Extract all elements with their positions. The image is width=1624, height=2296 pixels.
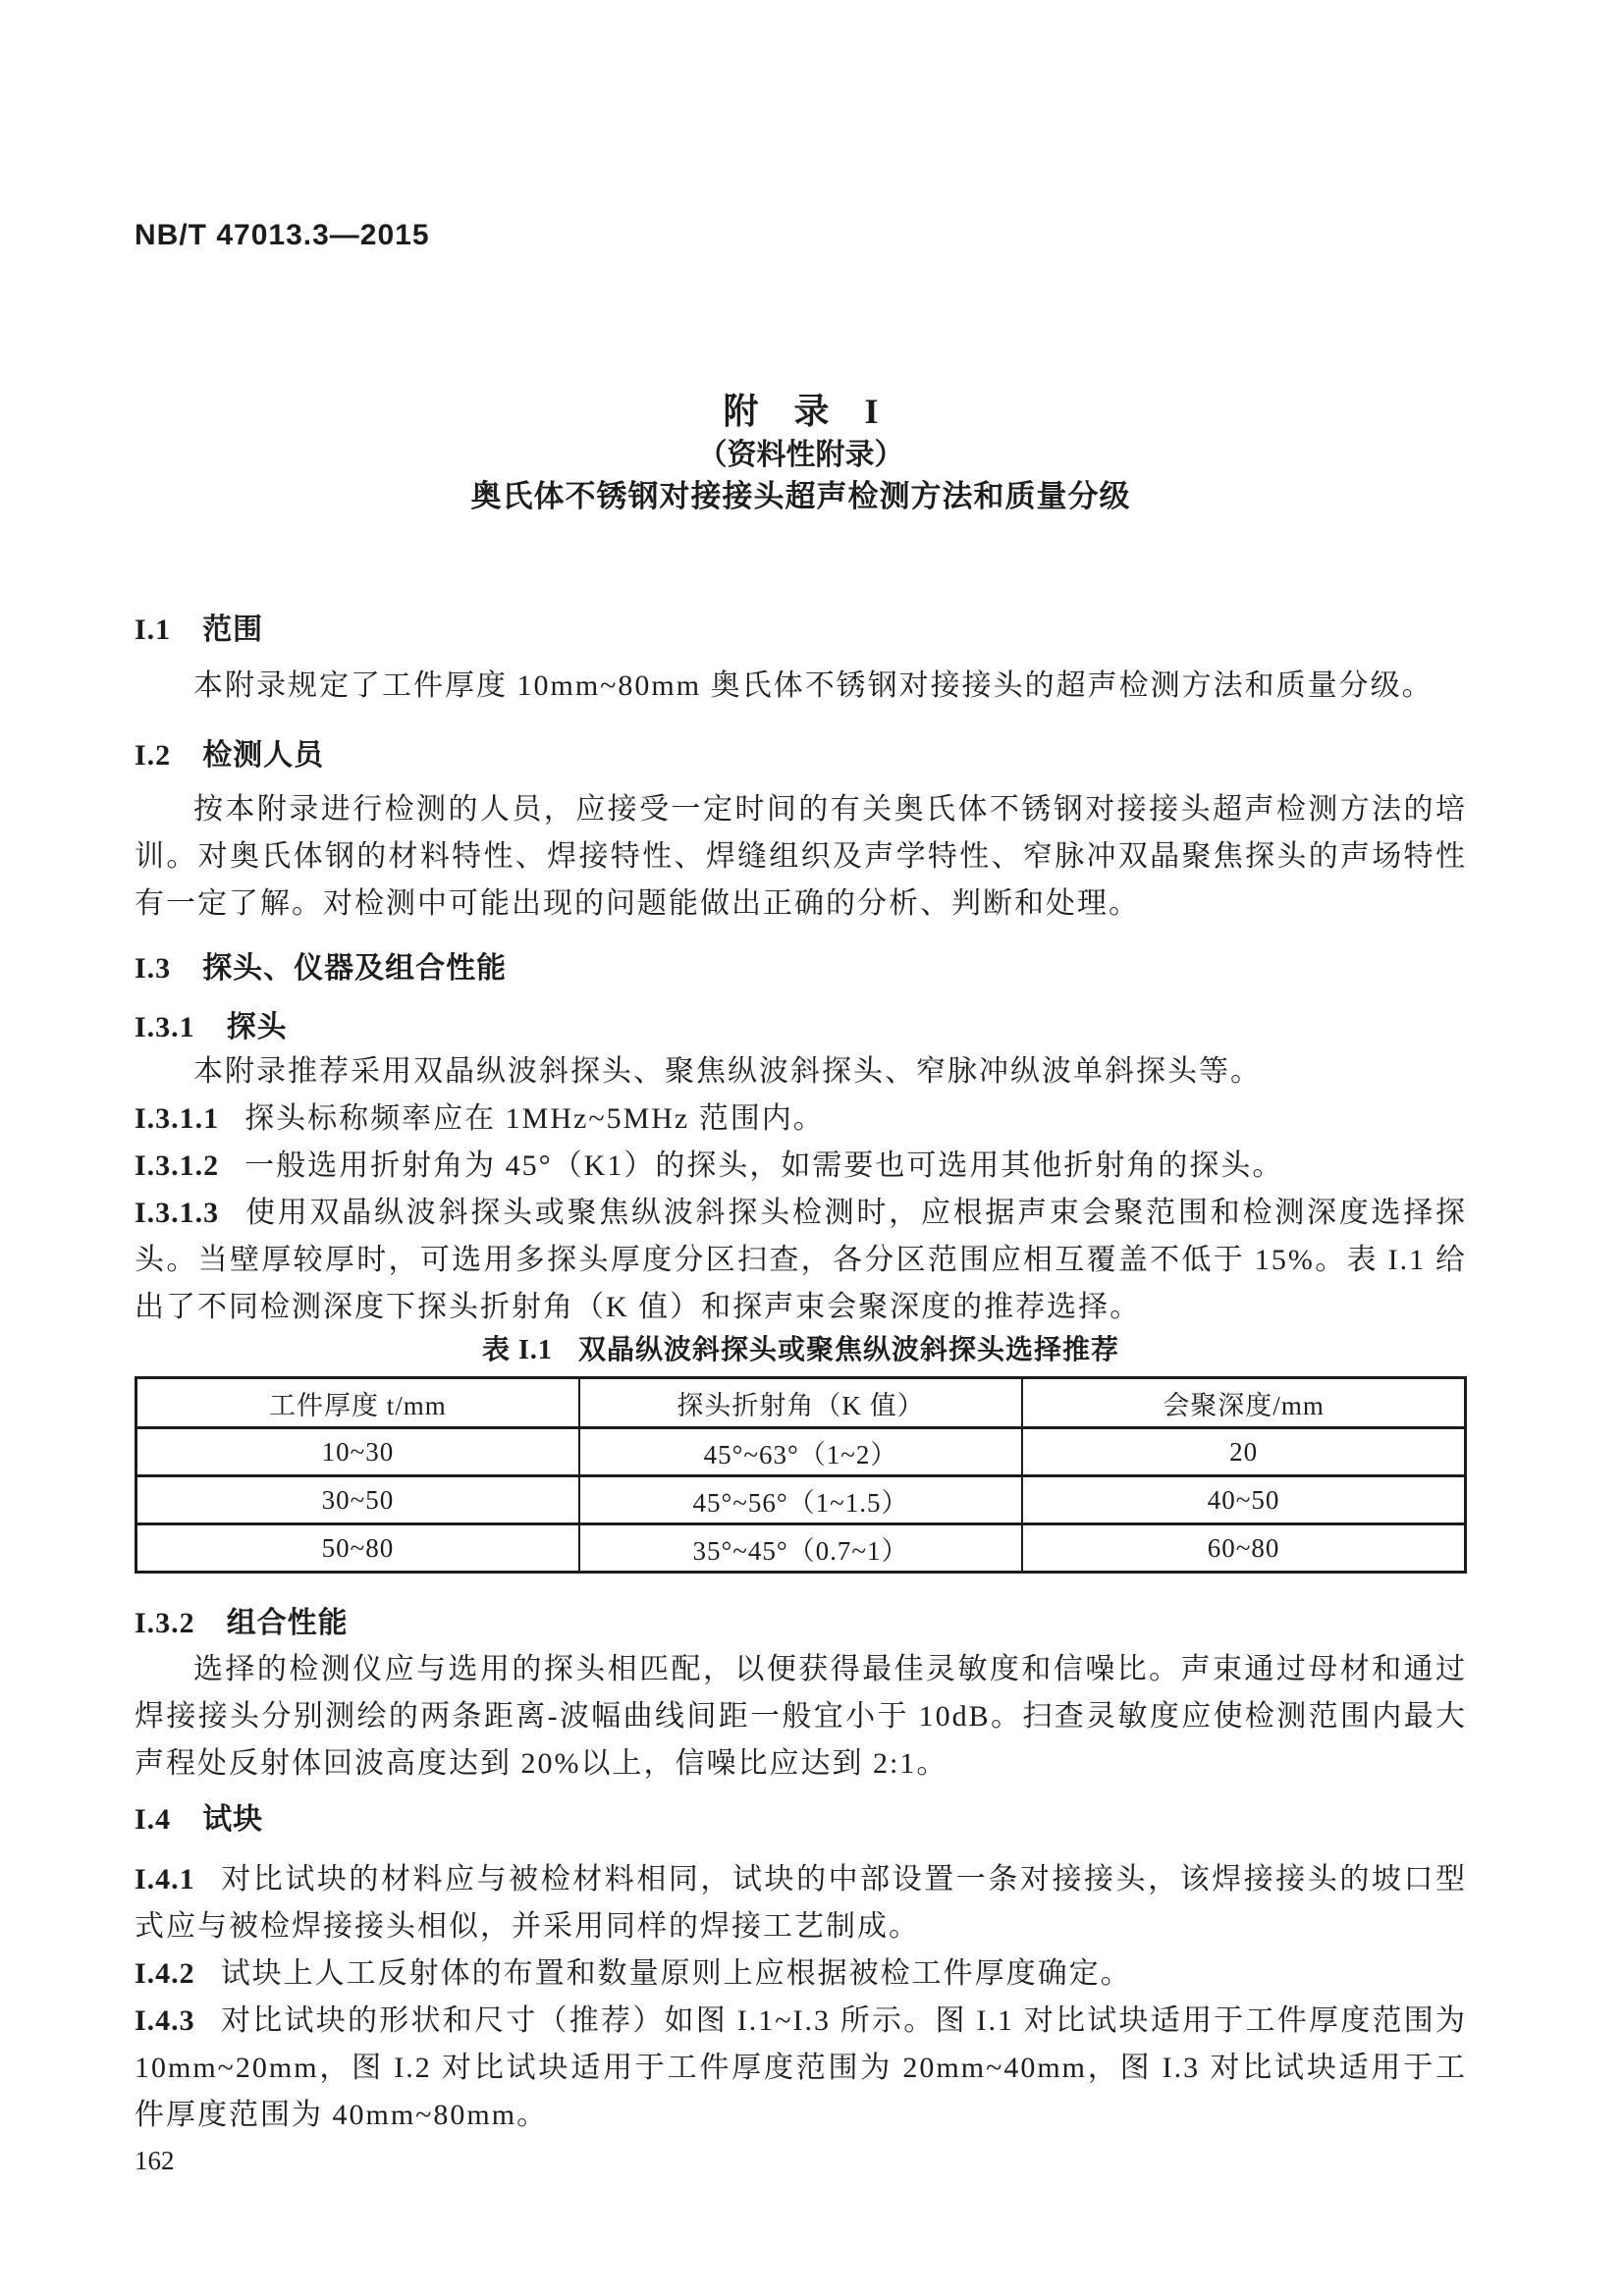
document-code-header: NB/T 47013.3—2015 — [135, 219, 430, 251]
table-cell: 45°~56°（1~1.5） — [579, 1476, 1022, 1524]
appendix-subtitle: （资料性附录） — [697, 439, 904, 471]
clause-text: 对比试块的材料应与被检材料相同，试块的中部设置一条对接接头，该焊接接头的坡口型式应与被检焊接接头相似，并采用同样的焊接工艺制成。 — [135, 1863, 1467, 1943]
table-caption — [135, 1331, 1467, 1370]
section-number: I.3 — [135, 952, 172, 985]
table-cell: 30~50 — [136, 1476, 579, 1524]
clause-i4-1 — [135, 1856, 1467, 1950]
paragraph-i2: 按本附录进行检测的人员，应接受一定时间的有关奥氏体不锈钢对接接头超声检测方法的培训。对奥氏体钢的材料特性、焊接特性、焊缝组织及声学特性、窄脉冲双晶聚焦探头的声场特性有一定了解。对检测中可能出现的问题能做出正确的分析、判断和处理。 — [135, 793, 1467, 920]
section-heading-i3-1 — [135, 1007, 1467, 1048]
table-caption-label: 双晶纵波斜探头或聚焦纵波斜探头选择推荐 — [577, 1335, 1119, 1365]
clause-number: I.4.2 — [135, 1957, 195, 1990]
table-header-angle: 探头折射角（K 值） — [579, 1378, 1022, 1428]
table-cell: 45°~63°（1~2） — [579, 1428, 1022, 1476]
paragraph-i1: 本附录规定了工件厚度 10mm~80mm 奥氏体不锈钢对接接头的超声检测方法和质量分级。 — [193, 669, 1434, 702]
section-heading-i4 — [135, 1799, 1467, 1841]
table-cell: 50~80 — [136, 1524, 579, 1573]
section-label: 探头、仪器及组合性能 — [202, 952, 508, 985]
clause-number: I.3.1.2 — [135, 1149, 220, 1182]
clause-number: I.4.3 — [135, 2004, 195, 2037]
table-header-row — [136, 1378, 1466, 1428]
page-number: 162 — [135, 2146, 175, 2175]
clause-i3-1-3 — [135, 1190, 1467, 1331]
clause-i3-1-2 — [135, 1143, 1467, 1190]
table-row — [136, 1524, 1466, 1573]
clause-text: 试块上人工反射体的布置和数量原则上应根据被检工件厚度确定。 — [220, 1957, 1132, 1990]
table-cell: 10~30 — [136, 1428, 579, 1476]
table-header-depth: 会聚深度/mm — [1022, 1378, 1465, 1428]
clause-text: 使用双晶纵波斜探头或聚焦纵波斜探头检测时，应根据声束会聚范围和检测深度选择探头。当壁厚较厚时，可选用多探头厚度分区扫查，各分区范围应相互覆盖不低于 15%。表 I.1 给出了不同检测深度下探头折射角（K 值）和探声束会聚深度的推荐选择。 — [135, 1197, 1467, 1323]
section-heading-i1 — [135, 610, 1467, 651]
clause-i3-1-1 — [135, 1095, 1467, 1143]
page-content — [135, 0, 1467, 2178]
clause-number: I.4.1 — [135, 1863, 195, 1896]
section-label: 组合性能 — [226, 1607, 349, 1639]
section-heading-i3 — [135, 948, 1467, 989]
section-number: I.3.2 — [135, 1607, 195, 1639]
section-number: I.1 — [135, 614, 172, 646]
section-label: 探头 — [226, 1011, 288, 1043]
table-row — [136, 1476, 1466, 1524]
table-cell: 20 — [1022, 1428, 1465, 1476]
appendix-name: 奥氏体不锈钢对接接头超声检测方法和质量分级 — [470, 479, 1131, 513]
table-row — [136, 1428, 1466, 1476]
paragraph-i3-2: 选择的检测仪应与选用的探头相匹配，以便获得最佳灵敏度和信噪比。声束通过母材和通过焊接接头分别测绘的两条距离-波幅曲线间距一般宜小于 10dB。扫查灵敏度应使检测范围内最大声程处反射体回波高度达到 20%以上，信噪比应达到 2:1。 — [135, 1653, 1467, 1780]
clause-number: I.3.1.1 — [135, 1102, 220, 1135]
clause-text: 探头标称频率应在 1MHz~5MHz 范围内。 — [244, 1102, 825, 1135]
appendix-title: 附 录 I — [723, 392, 879, 431]
section-number: I.3.1 — [135, 1011, 195, 1043]
section-number: I.4 — [135, 1803, 172, 1836]
table-cell: 35°~45°（0.7~1） — [579, 1524, 1022, 1573]
clause-number: I.3.1.3 — [135, 1197, 220, 1229]
clause-i4-2 — [135, 1950, 1467, 1998]
paragraph-i3-1: 本附录推荐采用双晶纵波斜探头、聚焦纵波斜探头、窄脉冲纵波单斜探头等。 — [193, 1055, 1262, 1088]
probe-selection-table — [135, 1376, 1467, 1574]
clause-i4-3 — [135, 1998, 1467, 2139]
section-number: I.2 — [135, 739, 172, 772]
section-label: 试块 — [202, 1803, 264, 1836]
section-label: 检测人员 — [202, 739, 325, 772]
table-cell: 60~80 — [1022, 1524, 1465, 1573]
section-heading-i3-2 — [135, 1603, 1467, 1644]
clause-text: 对比试块的形状和尺寸（推荐）如图 I.1~I.3 所示。图 I.1 对比试块适用于工件厚度范围为 10mm~20mm，图 I.2 对比试块适用于工件厚度范围为 20mm~40mm，图 I.3 对比试块适用于工件厚度范围为 40mm~80mm。 — [135, 2004, 1467, 2131]
section-label: 范围 — [202, 614, 264, 646]
clause-text: 一般选用折射角为 45°（K1）的探头，如需要也可选用其他折射角的探头。 — [244, 1149, 1284, 1182]
table-caption-number: 表 I.1 — [482, 1335, 553, 1365]
section-heading-i2 — [135, 735, 1467, 776]
table-header-thickness: 工件厚度 t/mm — [136, 1378, 579, 1428]
table-cell: 40~50 — [1022, 1476, 1465, 1524]
